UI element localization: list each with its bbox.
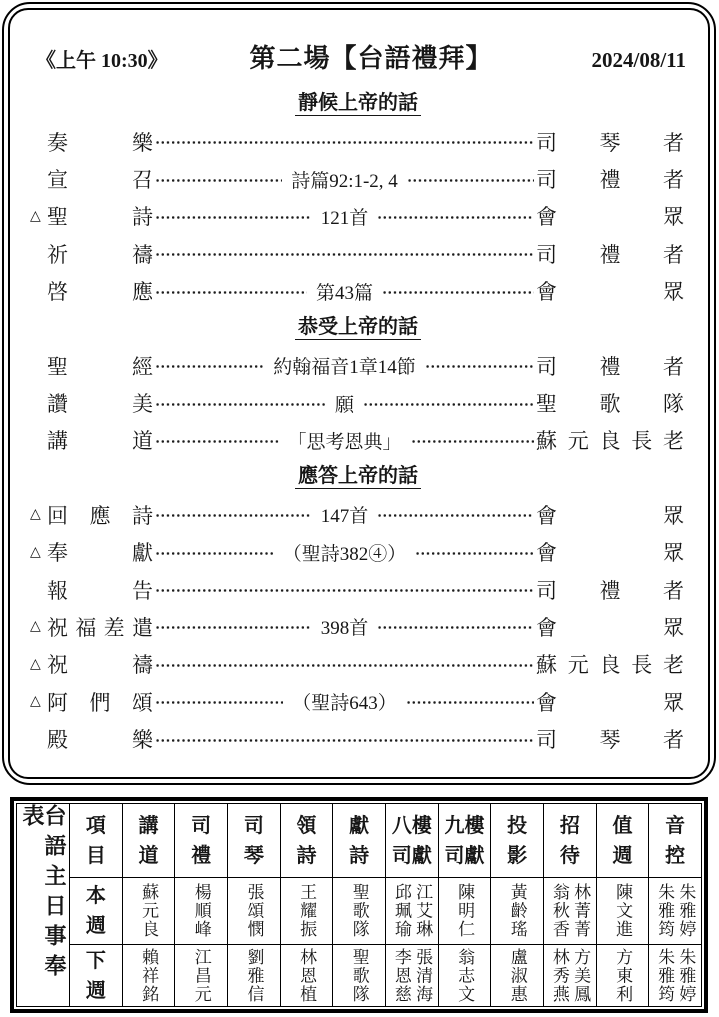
duty-header-line: 琴 — [243, 844, 264, 867]
duty-names — [296, 883, 317, 939]
item-role: 會眾 — [536, 541, 685, 566]
item-label: 報告 — [47, 578, 153, 603]
duty-name: 朱雅婷 — [676, 947, 696, 1004]
duty-header-line: 音 — [665, 814, 686, 837]
duty-name-cell — [227, 877, 280, 944]
duty-header-text — [444, 811, 484, 871]
duty-header-line: 九樓 — [444, 814, 485, 837]
duty-header-line: 項 — [85, 814, 106, 837]
item-role: 司禮者 — [536, 578, 684, 603]
item-label: 讚美 — [47, 392, 153, 417]
worship-program — [8, 8, 710, 779]
duty-header-cell — [490, 804, 543, 877]
duty-name: 黃齡瑤 — [507, 883, 527, 939]
program-item — [22, 683, 694, 720]
duty-name-cell — [174, 877, 227, 944]
duty-name-cell — [122, 877, 175, 944]
item-detail: 第43篇 — [316, 282, 374, 304]
program-item — [22, 198, 694, 235]
item-label: 殿樂 — [47, 728, 153, 753]
duty-name-cell — [648, 877, 701, 944]
item-label: 講道 — [47, 429, 153, 454]
duty-header-text — [507, 811, 527, 871]
duty-header-text — [138, 811, 158, 871]
item-label: 祝福差遣 — [47, 615, 153, 640]
dot-leader — [377, 617, 534, 638]
dot-leader — [415, 543, 534, 564]
duty-header-text — [349, 811, 369, 871]
duty-name: 王耀振 — [297, 883, 317, 939]
item-detail: 願 — [335, 394, 355, 416]
duty-header-line: 獻 — [349, 814, 370, 837]
duty-name-cell — [332, 877, 385, 944]
duty-header-line: 司 — [191, 814, 212, 837]
duty-name: 陳明仁 — [455, 883, 475, 939]
duty-roster-grid — [16, 803, 702, 1007]
duty-row-label-line: 週 — [85, 979, 106, 1002]
section-heading-text: 應答上帝的話 — [295, 465, 421, 489]
duty-name: 翁志文 — [455, 947, 475, 1004]
duty-name-cell — [280, 944, 333, 1006]
duty-name-cell — [490, 944, 543, 1006]
item-label: 回應詩 — [47, 503, 153, 528]
item-detail: 「思考恩典」 — [287, 431, 402, 453]
duty-header-line: 司獻 — [444, 844, 485, 867]
dot-leader — [155, 207, 312, 228]
duty-header-line: 司 — [243, 814, 264, 837]
stand-marker: △ — [30, 619, 41, 635]
duty-name-cell — [280, 877, 333, 944]
dot-leader — [155, 617, 312, 638]
item-label: 祝禱 — [47, 653, 153, 678]
dot-leader — [406, 692, 534, 713]
program-item — [22, 534, 694, 571]
duty-names — [138, 883, 159, 939]
item-role: 蘇元良長老 — [536, 653, 684, 678]
item-role: 會眾 — [536, 615, 685, 640]
program-item — [22, 422, 694, 459]
dot-leader — [155, 580, 534, 601]
duty-header-line: 目 — [85, 844, 106, 867]
service-date: 2024/08/11 — [591, 48, 686, 72]
duty-header-cell — [227, 804, 280, 877]
item-role: 司琴者 — [536, 130, 684, 155]
duty-header-cell — [596, 804, 649, 877]
section-heading-text: 恭受上帝的話 — [295, 316, 421, 340]
duty-header-line: 講 — [138, 814, 159, 837]
duty-names — [654, 883, 697, 939]
duty-name: 江艾琳 — [413, 883, 433, 939]
duty-names — [243, 948, 264, 1004]
duty-header-text — [86, 811, 106, 871]
duty-name: 張頌憫 — [244, 883, 264, 939]
duty-name: 聖歌隊 — [349, 947, 369, 1004]
duty-names — [612, 883, 633, 939]
duty-name-cell — [596, 944, 649, 1006]
dot-leader — [155, 394, 326, 415]
duty-header-cell — [174, 804, 227, 877]
duty-name: 朱雅筠 — [655, 883, 675, 939]
stand-marker: △ — [30, 694, 41, 710]
duty-name: 劉雅信 — [244, 947, 264, 1004]
duty-header-text — [191, 811, 211, 871]
service-time: 《上午 10:30》 — [36, 50, 168, 72]
duty-row-label-text — [86, 881, 106, 941]
duty-name: 盧淑惠 — [507, 947, 527, 1004]
duty-header-cell — [280, 804, 333, 877]
duty-header-cell — [438, 804, 491, 877]
duty-names — [243, 883, 264, 939]
item-role: 會眾 — [536, 690, 685, 715]
stand-marker: △ — [30, 208, 41, 224]
dot-leader — [155, 244, 534, 265]
section-heading — [22, 86, 694, 123]
item-detail: 約翰福音1章14節 — [273, 357, 416, 379]
duty-header-cell — [69, 804, 122, 877]
section-heading — [22, 459, 694, 496]
duty-name-cell — [490, 877, 543, 944]
duty-header-text — [296, 811, 316, 871]
dot-leader — [382, 282, 534, 303]
dot-leader — [155, 505, 312, 526]
dot-leader — [155, 543, 274, 564]
dot-leader — [155, 170, 282, 191]
item-label: 奉獻 — [47, 541, 153, 566]
duty-header-line: 投 — [507, 814, 528, 837]
program-item — [22, 720, 694, 757]
section-heading — [22, 310, 694, 347]
duty-header-text — [612, 811, 632, 871]
duty-name-cell — [596, 877, 649, 944]
duty-header-cell — [543, 804, 596, 877]
duty-names — [191, 883, 212, 939]
duty-row-label — [69, 944, 122, 1006]
duty-name-cell — [174, 944, 227, 1006]
duty-header-line: 詩 — [296, 844, 317, 867]
item-role: 司禮者 — [536, 168, 685, 193]
duty-name-cell — [385, 877, 438, 944]
dot-leader — [411, 431, 535, 452]
duty-name: 賴祥銘 — [139, 947, 159, 1004]
duty-row-label-line: 週 — [85, 915, 106, 937]
dot-leader — [155, 132, 534, 153]
duty-name: 翁秋香 — [549, 883, 569, 939]
dot-leader — [155, 356, 264, 377]
program-item — [22, 496, 694, 533]
duty-name-cell — [227, 944, 280, 1006]
duty-header-line: 週 — [612, 844, 633, 867]
duty-header-cell — [332, 804, 385, 877]
duty-header-text — [392, 811, 432, 871]
service-title: 第二場【台語禮拜】 — [249, 44, 493, 73]
duty-name-cell — [648, 944, 701, 1006]
item-label: 祈禱 — [47, 242, 153, 267]
dot-leader — [155, 282, 307, 303]
dot-leader — [377, 505, 534, 526]
duty-name-cell — [332, 944, 385, 1006]
program-item — [22, 235, 694, 272]
duty-header-line: 詩 — [349, 844, 370, 867]
duty-header-line: 待 — [559, 844, 580, 867]
item-label: 聖經 — [47, 354, 153, 379]
duty-name: 蘇元良 — [139, 883, 159, 939]
duty-header-text — [244, 811, 264, 871]
item-label: 奏樂 — [47, 130, 153, 155]
duty-header-text — [560, 811, 580, 871]
item-role: 司禮者 — [536, 242, 684, 267]
program-border-outer — [2, 2, 716, 785]
duty-name: 林秀燕 — [549, 947, 569, 1004]
duty-name: 林恩植 — [297, 947, 317, 1004]
duty-names — [138, 948, 159, 1004]
program-item — [22, 160, 694, 197]
duty-table-title — [17, 804, 69, 1006]
item-detail: （聖詩382④） — [282, 543, 407, 565]
duty-header-cell — [385, 804, 438, 877]
item-label: 聖詩 — [47, 205, 153, 230]
duty-name: 方東利 — [613, 947, 633, 1004]
item-detail: 121首 — [320, 207, 369, 229]
duty-name: 陳文進 — [613, 883, 633, 939]
duty-header-line: 值 — [612, 814, 633, 837]
duty-row-label-text — [86, 946, 106, 1006]
item-label: 啓應 — [47, 280, 153, 305]
duty-name: 聖歌隊 — [349, 883, 369, 939]
item-detail: （聖詩643） — [292, 693, 397, 715]
duty-names — [549, 883, 592, 939]
duty-header-line: 司獻 — [391, 844, 432, 867]
duty-name: 邱珮瑜 — [391, 883, 411, 939]
dot-leader — [155, 431, 279, 452]
duty-names — [507, 883, 528, 939]
duty-names — [349, 948, 370, 1004]
duty-header-line: 八樓 — [391, 814, 432, 837]
duty-name: 方美鳳 — [571, 947, 591, 1004]
program-item — [22, 123, 694, 160]
dot-leader — [155, 692, 283, 713]
duty-row-label-line: 下 — [85, 949, 106, 972]
duty-name: 張清海 — [413, 947, 433, 1004]
duty-name-cell — [543, 944, 596, 1006]
stand-marker: △ — [30, 656, 41, 672]
duty-names — [296, 948, 317, 1004]
item-role: 會眾 — [536, 503, 685, 528]
stand-marker: △ — [30, 544, 41, 560]
duty-table-title-text: 台語主日事奉表 — [20, 804, 67, 984]
item-detail: 398首 — [320, 618, 369, 640]
duty-header-line: 道 — [138, 844, 159, 867]
duty-names — [391, 883, 434, 939]
item-role: 會眾 — [536, 205, 685, 230]
program-body — [22, 86, 694, 758]
program-item — [22, 571, 694, 608]
item-role: 會眾 — [536, 280, 685, 305]
duty-names — [612, 948, 633, 1004]
program-item — [22, 384, 694, 421]
duty-names — [454, 948, 475, 1004]
duty-name: 江昌元 — [191, 947, 211, 1004]
duty-name: 林菁菁 — [571, 883, 591, 939]
duty-header-line: 影 — [507, 844, 528, 867]
item-detail: 147首 — [320, 506, 369, 528]
program-header — [22, 30, 694, 86]
item-role: 聖歌隊 — [536, 392, 685, 417]
dot-leader — [407, 170, 534, 191]
duty-header-cell — [648, 804, 701, 877]
duty-header-line: 控 — [665, 844, 686, 867]
duty-row-label-line: 本 — [85, 885, 106, 907]
duty-names — [391, 948, 434, 1004]
item-role: 蘇元良長老 — [536, 429, 685, 454]
program-item — [22, 347, 694, 384]
duty-name: 李恩慈 — [391, 947, 411, 1004]
item-label: 宣召 — [47, 168, 153, 193]
duty-names — [191, 948, 212, 1004]
duty-names — [454, 883, 475, 939]
duty-name: 朱雅婷 — [676, 883, 696, 939]
duty-roster-table — [10, 797, 708, 1013]
duty-header-line: 招 — [559, 814, 580, 837]
duty-header-cell — [122, 804, 175, 877]
dot-leader — [377, 207, 534, 228]
program-item — [22, 273, 694, 310]
duty-name: 楊順峰 — [191, 883, 211, 939]
program-item — [22, 608, 694, 645]
item-role: 司禮者 — [536, 354, 685, 379]
item-role: 司琴者 — [536, 728, 684, 753]
duty-header-text — [665, 811, 685, 871]
duty-names — [549, 948, 592, 1004]
duty-name: 朱雅筠 — [655, 947, 675, 1004]
item-detail: 詩篇92:1-2, 4 — [291, 170, 398, 192]
dot-leader — [363, 394, 534, 415]
duty-header-line: 禮 — [191, 844, 212, 867]
duty-header-line: 領 — [296, 814, 317, 837]
stand-marker: △ — [30, 507, 41, 523]
duty-name-cell — [122, 944, 175, 1006]
dot-leader — [425, 356, 534, 377]
duty-name-cell — [438, 877, 491, 944]
duty-row-label — [69, 877, 122, 944]
duty-names — [654, 948, 697, 1004]
duty-name-cell — [385, 944, 438, 1006]
dot-leader — [155, 655, 534, 676]
item-label: 阿們頌 — [47, 690, 153, 715]
duty-names — [349, 883, 370, 939]
section-heading-text: 靜候上帝的話 — [295, 92, 421, 116]
duty-names — [507, 948, 528, 1004]
duty-name-cell — [438, 944, 491, 1006]
program-item — [22, 646, 694, 683]
duty-name-cell — [543, 877, 596, 944]
dot-leader — [155, 730, 534, 751]
